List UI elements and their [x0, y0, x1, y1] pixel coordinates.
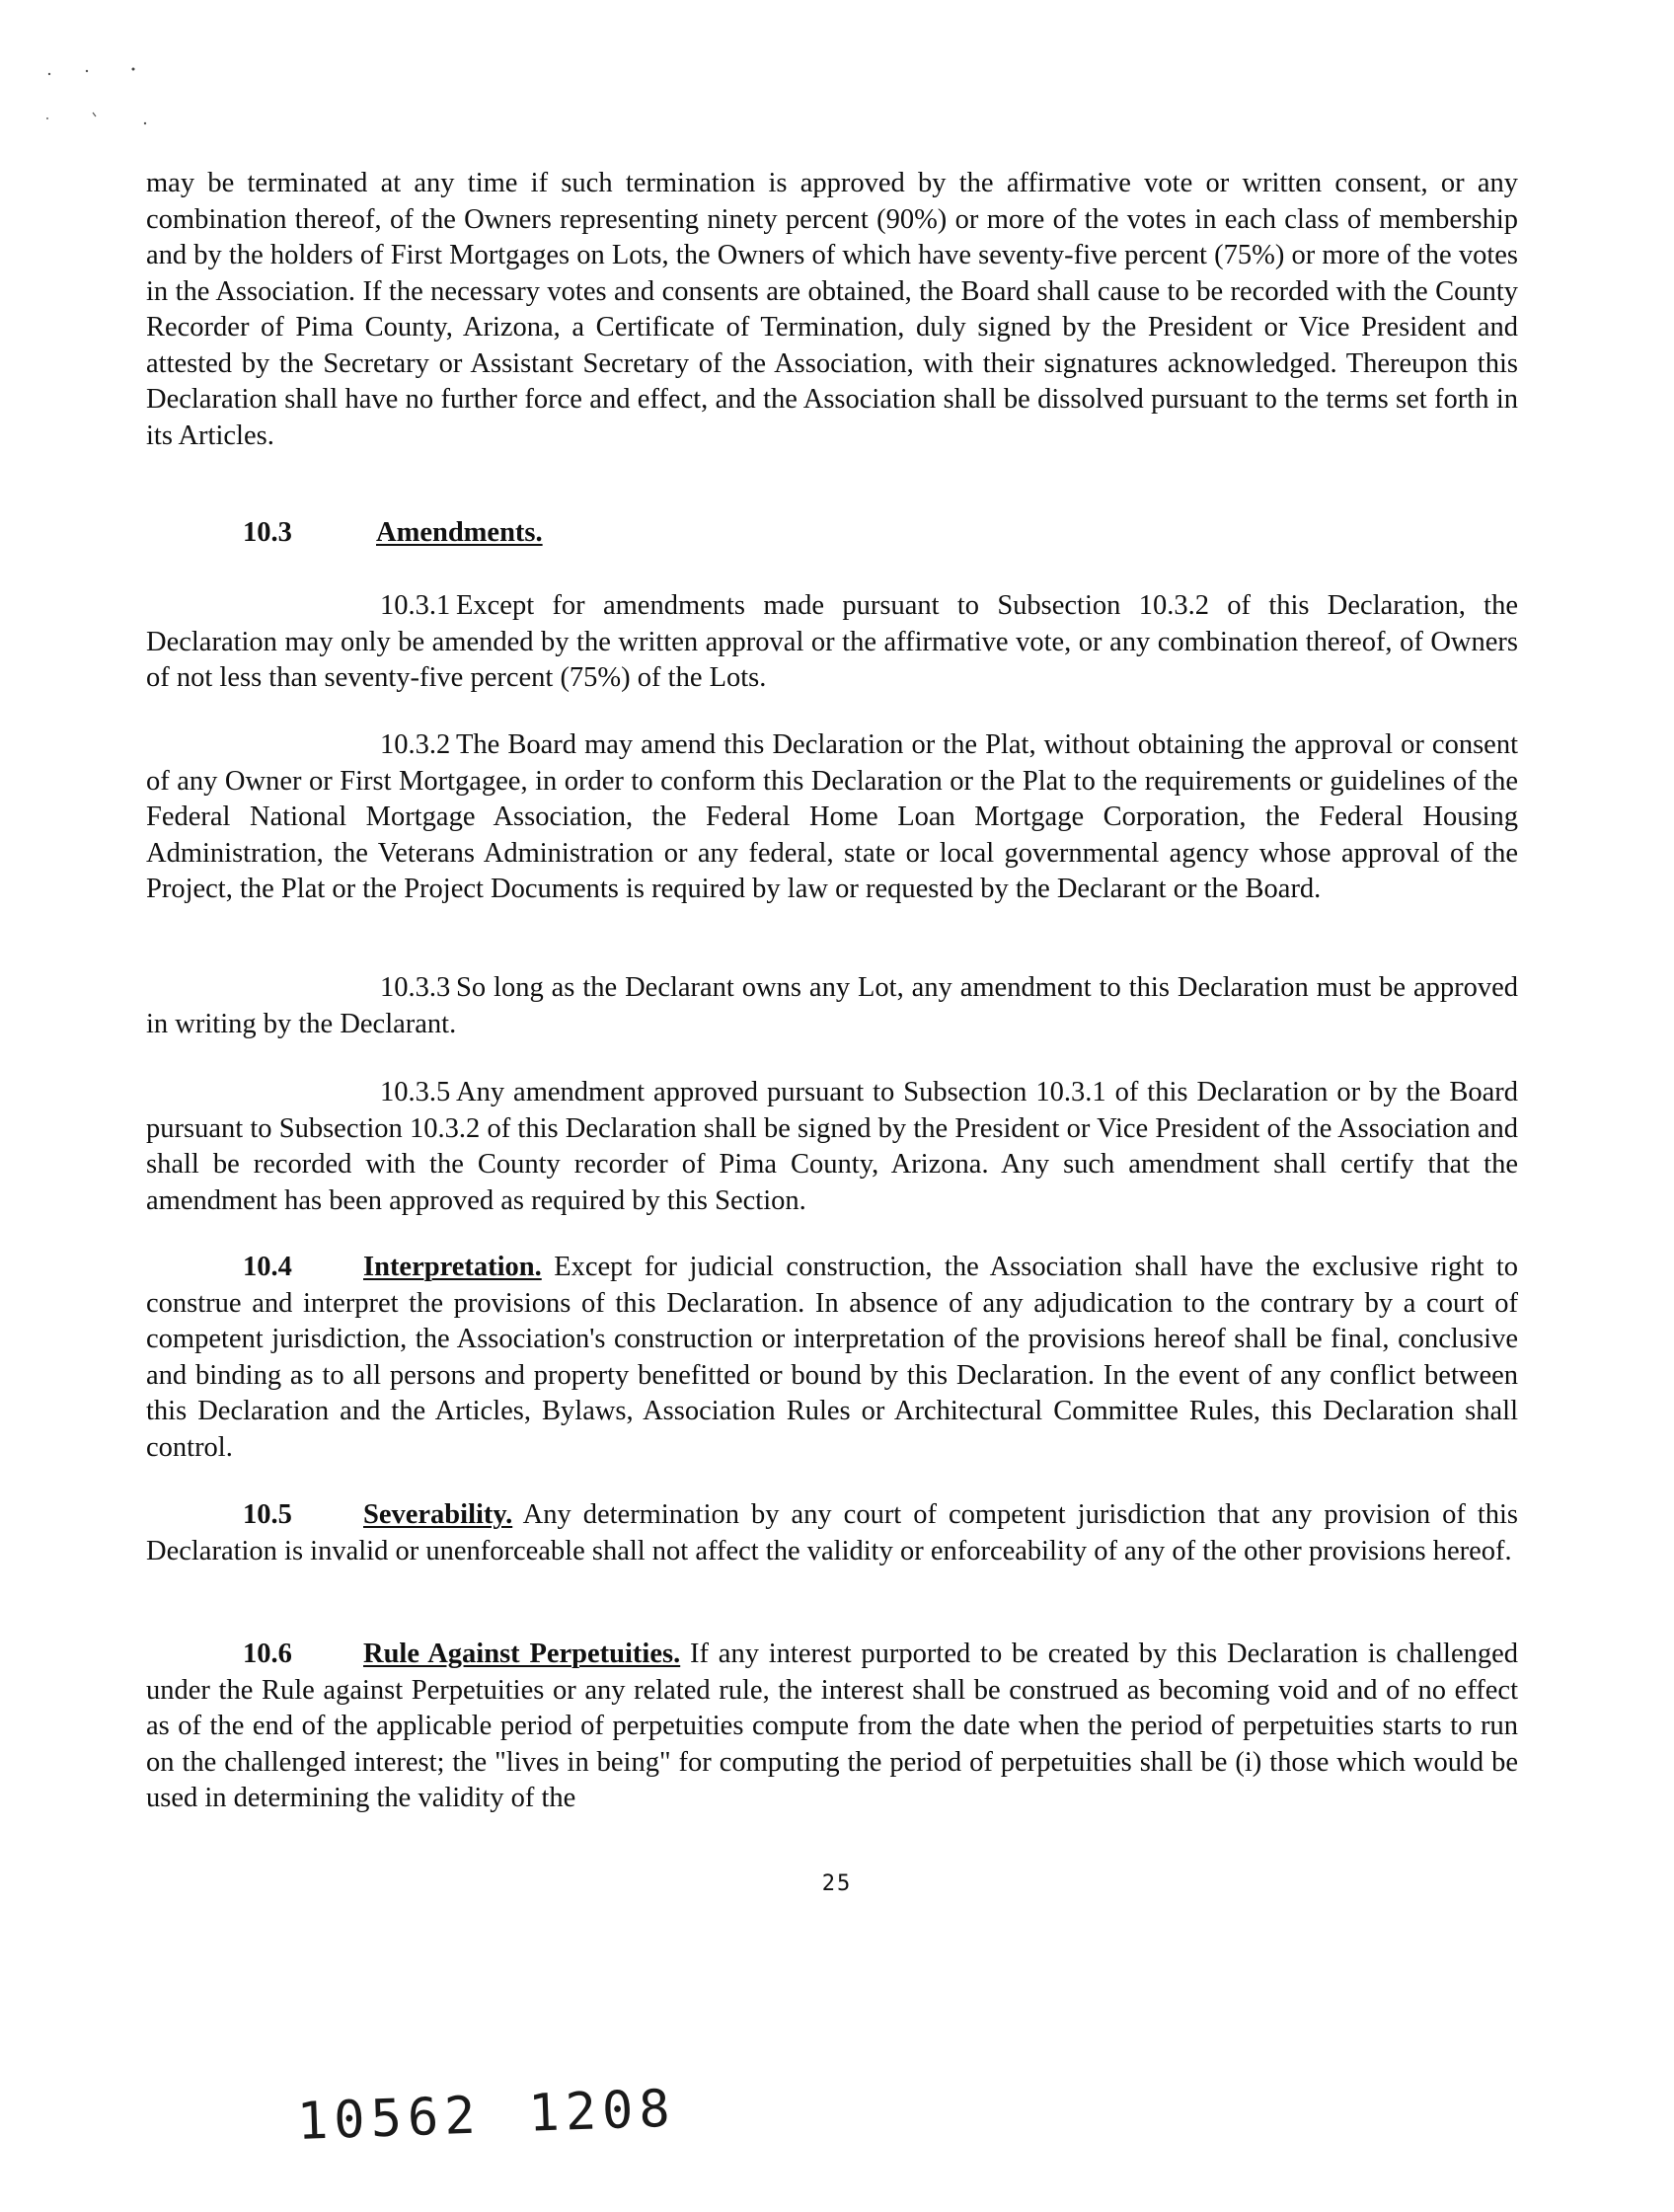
- section-text: If any interest purported to be created by this Declaration is challenged under the Rule against Perpetuities or any related rule, the interest shall be construed as becoming void and of no effect as of the end of the applicable period of perpetuities compute from the date when the period of perpetuities starts to run on the challenged interest; the "lives in being" for computing the period of perpetuities shall be (i) those which would be used in determining the validity of the: [146, 1639, 1518, 1813]
- section-number: 10.4: [243, 1252, 292, 1282]
- subsection-text: Except for amendments made pursuant to Subsection 10.3.2 of this Declaration, the Declaration may only be amended by the written approval or the affirmative vote, or any combination thereof, of Owners of not less than seventy-five percent (75%) of the Lots.: [146, 590, 1518, 693]
- subsection-number: 10.3.5: [380, 1077, 451, 1107]
- recording-page-number: 1208: [527, 2079, 677, 2144]
- section-10-4: [146, 1250, 1518, 1466]
- subsection-number: 10.3.3: [380, 972, 451, 1003]
- section-title: Severability.: [363, 1499, 513, 1530]
- section-text: Except for judicial construction, the Association shall have the exclusive right to construe and interpret the provisions of this Declaration. In absence of any adjudication to the contrary by a court of competent jurisdiction, the Association's construction or interpretation of the provisions hereof shall be final, conclusive and binding as to all persons and property benefitted or bound by this Declaration. In the event of any conflict between this Declaration and the Articles, Bylaws, Association Rules or Architectural Committee Rules, this Declaration shall control.: [146, 1252, 1518, 1463]
- intro-paragraph: may be terminated at any time if such termination is approved by the affirmative vote or written consent, or any combination thereof, of the Owners representing ninety percent (90%) or more of the votes in each class of membership and by the holders of First Mortgages on Lots, the Owners of which have seventy-five percent (75%) or more of the votes in the Association. If the necessary votes and consents are obtained, the Board shall cause to be recorded with the County Recorder of Pima County, Arizona, a Certificate of Termination, duly signed by the President or Vice President and attested by the Secretary or Assistant Secretary of the Association, with their signatures acknowledged. Thereupon this Declaration shall have no further force and effect, and the Association shall be dissolved pursuant to the terms set forth in its Articles.: [146, 168, 1518, 451]
- section-10-6: [146, 1637, 1518, 1817]
- section-title: Interpretation.: [363, 1252, 542, 1282]
- subsection-10-3-1: [146, 588, 1518, 697]
- section-10-5: [146, 1497, 1518, 1569]
- recording-book-number: 10562: [296, 2086, 483, 2152]
- section-text: Any determination by any court of competent jurisdiction that any provision of this Declaration is invalid or unenforceable shall not affect the validity or enforceability of any of the other provisions hereof.: [146, 1499, 1518, 1566]
- subsection-10-3-3: [146, 970, 1518, 1042]
- subsection-number: 10.3.2: [380, 729, 451, 760]
- section-number: 10.5: [243, 1499, 292, 1530]
- subsection-10-3-2: [146, 727, 1518, 908]
- subsection-text: Any amendment approved pursuant to Subsection 10.3.1 of this Declaration or by the Board pursuant to Subsection 10.3.2 of this Declaration shall be signed by the President or Vice President of the Association and shall be recorded with the County recorder of Pima County, Arizona. Any such amendment shall certify that the amendment has been approved as required by this Section.: [146, 1077, 1518, 1216]
- section-number: 10.3: [243, 517, 292, 548]
- section-title: Amendments.: [376, 517, 543, 548]
- page-number: 25: [821, 1871, 853, 1896]
- recording-stamp: [296, 2080, 677, 2152]
- section-10-3-heading: [243, 515, 543, 552]
- section-title: Rule Against Perpetuities.: [363, 1639, 681, 1669]
- subsection-text: So long as the Declarant owns any Lot, any amendment to this Declaration must be approved in writing by the Declarant.: [146, 972, 1518, 1039]
- subsection-text: The Board may amend this Declaration or the Plat, without obtaining the approval or consent of any Owner or First Mortgagee, in order to conform this Declaration or the Plat to the requirements or guidelines of the Federal National Mortgage Association, the Federal Home Loan Mortgage Corporation, the Federal Housing Administration, the Veterans Administration or any federal, state or local governmental agency whose approval of the Project, the Plat or the Project Documents is required by law or requested by the Declarant or the Board.: [146, 729, 1518, 904]
- subsection-10-3-5: [146, 1075, 1518, 1219]
- subsection-number: 10.3.1: [380, 590, 451, 621]
- scan-specks: [39, 59, 158, 128]
- section-number: 10.6: [243, 1639, 292, 1669]
